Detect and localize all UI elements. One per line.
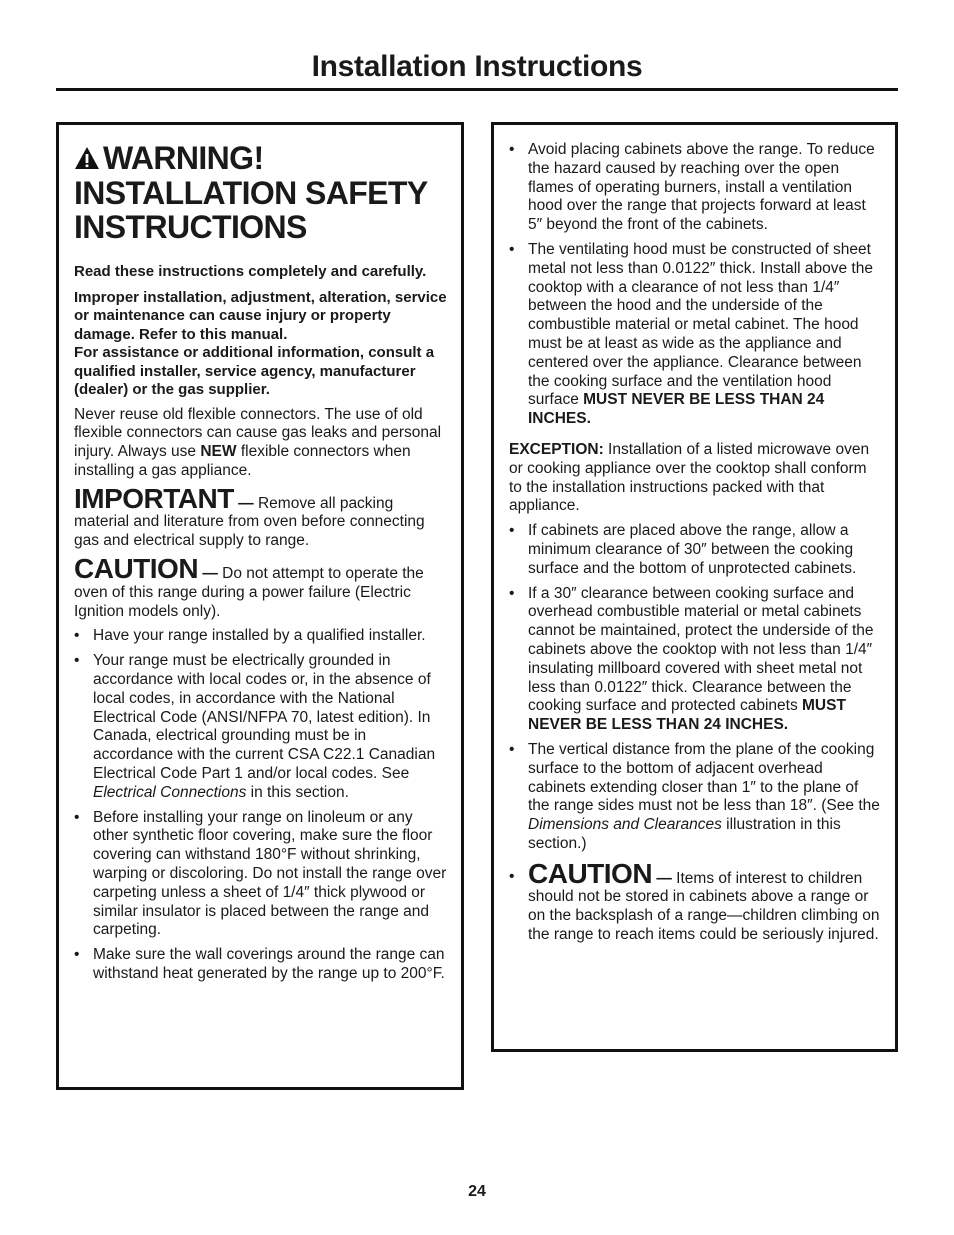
list-item: • The vertical distance from the plane of the cooking surface to the bottom of adjacent overhead cabinets extending closer than 1″ to the plane of the range sides must not be less than 18″. (See the Dimensions and Clearances illustration in this section.) xyxy=(509,740,880,852)
warning-triangle-icon xyxy=(74,142,100,176)
new-emphasis: NEW xyxy=(200,443,237,461)
read-notice: Read these instructions completely and carefully. xyxy=(74,263,427,280)
warning-word: WARNING! xyxy=(103,140,264,176)
caution-label: CAUTION xyxy=(74,553,199,585)
right-bullet-list xyxy=(509,141,881,429)
important-paragraph: IMPORTANT — Remove all packing material and literature from oven before connecting gas and electrical supply to range. xyxy=(74,482,425,550)
exception-paragraph: EXCEPTION: Installation of a listed microwave oven or cooking appliance over the cooktop shall conform to the installation instructions packed with that appliance. xyxy=(509,440,870,515)
important-label: IMPORTANT xyxy=(74,482,234,514)
list-item: • If cabinets are placed above the range, allow a minimum clearance of 30″ between the cooking surface and the bottom of unprotected cabinets. xyxy=(509,522,857,577)
caution-label: CAUTION xyxy=(528,857,653,889)
list-item: • Make sure the wall coverings around the range can withstand heat generated by the range up to 200°F. xyxy=(74,946,445,983)
list-item: • The ventilating hood must be constructed of sheet metal not less than 0.0122″ thick. Install above the cooktop with a clearance of not less than 1/4″ between the hood and the underside of the combustible material or metal cabinet. The hood must be at least as wide as the appliance and centered over the appliance. Clearance between the cooking surface and the ventilation hood surface MUST NEVER BE LESS THAN 24 INCHES. xyxy=(509,240,873,428)
list-item: • If a 30″ clearance between cooking surface and overhead combustible material or metal cabinets cannot be maintained, protect the underside of the cabinets above the cooktop with not less than 1/4″ insulating millboard covered with sheet metal not less than 0.0122″ thick. Clearance between the cooking surface and protected cabinets MUST NEVER BE LESS THAN 24 INCHES. xyxy=(509,584,874,734)
list-item: • CAUTION — Items of interest to children should not be stored in cabinets above a range or on the backsplash of a range—children climbing on the range to reach items could be seriously injured. xyxy=(509,857,880,944)
right-bullet-list-2 xyxy=(509,522,881,945)
left-bullet-list xyxy=(74,627,447,983)
exception-label: EXCEPTION: xyxy=(509,440,604,458)
connectors-paragraph: Never reuse old flexible connectors. The use of old flexible connectors can cause gas leaks and personal injury. Always use NEW flexible connectors when installing a gas appliance. xyxy=(74,405,442,479)
warning-title-line2: INSTALLATION SAFETY xyxy=(74,175,428,211)
caution-paragraph: CAUTION — Do not attempt to operate the oven of this range during a power failure (Electric Ignition models only). xyxy=(74,553,424,620)
list-item: • Avoid placing cabinets above the range. To reduce the hazard caused by reaching over the open flames of operating burners, install a ventilation hood over the range that projects forward at least 5″ beyond the front of the cabinets. xyxy=(509,141,875,234)
electrical-connections-ref: Electrical Connections xyxy=(93,783,247,801)
cabinet-clearance-box xyxy=(491,122,898,1052)
list-item: • Your range must be electrically grounded in accordance with local codes or, in the absence of local codes, in accordance with the National Electrical Code (ANSI/NFPA 70, latest edition). In Canada, electrical grounding must be in accordance with the current CSA C22.1 Canadian Electrical Code Part 1 and/or local codes. See Electrical Connections in this section. xyxy=(74,652,436,801)
header-rule xyxy=(56,88,898,91)
assistance-notice: For assistance or additional information, consult a qualified installer, service agency, manufacturer (dealer) or the gas supplier. xyxy=(74,344,435,398)
list-item: • Before installing your range on linoleum or any other synthetic floor covering, make sure the floor covering can withstand 180°F without shrinking, warping or discoloring. Do not install the range over carpeting unless a sheet of 1/4″ thick plywood or similar insulator is placed between the range and carpeting. xyxy=(74,808,447,939)
improper-notice: Improper installation, adjustment, alteration, service or maintenance can cause injury or property damage. Refer to this manual. xyxy=(74,288,447,343)
dimensions-ref: Dimensions and Clearances xyxy=(528,816,722,834)
warning-safety-box xyxy=(56,122,464,1090)
list-item: • Have your range installed by a qualified installer. xyxy=(74,627,426,645)
warning-heading xyxy=(74,141,447,244)
warning-title-line3: INSTRUCTIONS xyxy=(74,209,307,245)
page-number: 24 xyxy=(468,1183,486,1200)
page-title: Installation Instructions xyxy=(311,50,643,83)
